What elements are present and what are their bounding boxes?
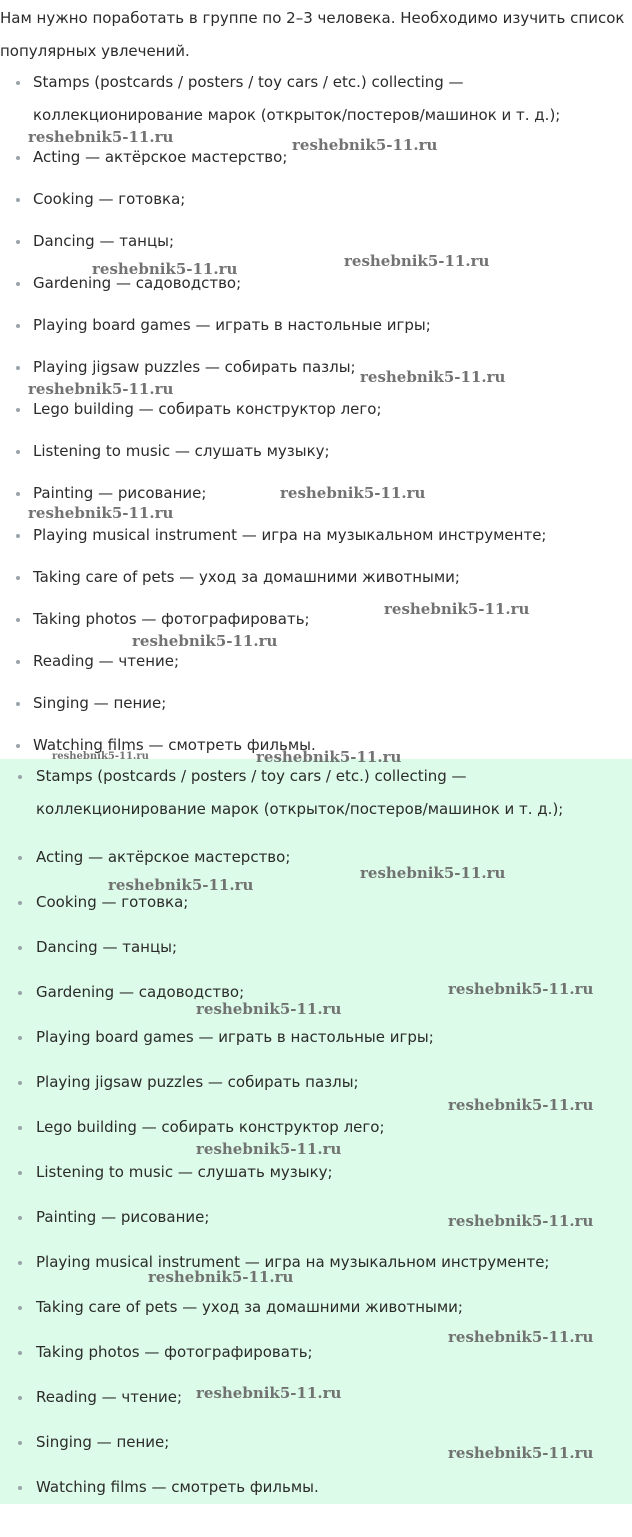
watermark: reshebnik5-11.ru [384,600,530,618]
list-item: Lego building — собирать конструктор лего; [0,393,626,426]
list-item: Reading — чтение; [0,645,626,678]
list-item: Dancing — танцы; [0,931,630,964]
list-item: Listening to music — слушать музыку; [0,435,626,468]
list-item: Taking care of pets — уход за домашними животными; [0,561,626,594]
list-item: Taking care of pets — уход за домашними животными; [0,1291,630,1324]
list-item: Acting — актёрское мастерство; [0,841,630,874]
list-item: Cooking — готовка; [0,183,626,216]
list-item: Stamps (postcards / posters / toy cars / etc.) collecting — коллекционирование марок (открыток/постеров/машинок и т. д.); [0,760,630,826]
watermark: reshebnik5-11.ru [28,380,174,398]
watermark: reshebnik5-11.ru [448,1212,594,1230]
list-item: Acting — актёрское мастерство; [0,141,626,174]
watermark: reshebnik5-11.ru [28,128,174,146]
list-item: Playing musical instrument — игра на музыкальном инструменте; [0,1246,630,1279]
list-item: Playing musical instrument — игра на музыкальном инструменте; [0,519,626,552]
watermark: reshebnik5-11.ru [132,632,278,650]
list-item: Watching films — смотреть фильмы. [0,1471,630,1504]
watermark: reshebnik5-11.ru [92,260,238,278]
list-item: Painting — рисование; [0,1201,630,1234]
watermark: reshebnik5-11.ru [448,1328,594,1346]
list-item: Playing jigsaw puzzles — собирать пазлы; [0,1066,630,1099]
watermark: reshebnik5-11.ru [256,748,402,766]
hobby-list-plain [0,66,626,771]
watermark: reshebnik5-11.ru [52,751,149,762]
hobby-list-highlighted [0,760,630,1516]
watermark: reshebnik5-11.ru [448,1444,594,1462]
watermark: reshebnik5-11.ru [28,504,174,522]
watermark: reshebnik5-11.ru [448,1096,594,1114]
list-item: Singing — пение; [0,1426,630,1459]
list-item: Dancing — танцы; [0,225,626,258]
list-item: Listening to music — слушать музыку; [0,1156,630,1189]
watermark: reshebnik5-11.ru [280,484,426,502]
list-item: Gardening — садоводство; [0,976,630,1009]
watermark: reshebnik5-11.ru [196,1000,342,1018]
watermark: reshebnik5-11.ru [344,252,490,270]
list-item: Playing board games — играть в настольные игры; [0,1021,630,1054]
list-item: Stamps (postcards / posters / toy cars / etc.) collecting — коллекционирование марок (открыток/постеров/машинок и т. д.); [0,66,626,132]
list-item: Cooking — готовка; [0,886,630,919]
watermark: reshebnik5-11.ru [196,1384,342,1402]
list-item: Taking photos — фотографировать; [0,603,626,636]
watermark: reshebnik5-11.ru [292,136,438,154]
list-item: Gardening — садоводство; [0,267,626,300]
list-item: Taking photos — фотографировать; [0,1336,630,1369]
list-item: Watching films — смотреть фильмы. [0,729,626,762]
watermark: reshebnik5-11.ru [196,1140,342,1158]
watermark: reshebnik5-11.ru [148,1268,294,1286]
watermark: reshebnik5-11.ru [448,980,594,998]
list-item: Reading — чтение; [0,1381,630,1414]
list-item: Playing board games — играть в настольные игры; [0,309,626,342]
watermark: reshebnik5-11.ru [108,876,254,894]
list-item: Playing jigsaw puzzles — собирать пазлы; [0,351,626,384]
list-item: Lego building — собирать конструктор лего; [0,1111,630,1144]
watermark: reshebnik5-11.ru [360,864,506,882]
list-item: Singing — пение; [0,687,626,720]
list-item: Painting — рисование; [0,477,626,510]
intro-paragraph: Нам нужно поработать в группе по 2–3 человека. Необходимо изучить список популярных увлечений. [0,9,625,60]
watermark: reshebnik5-11.ru [360,368,506,386]
